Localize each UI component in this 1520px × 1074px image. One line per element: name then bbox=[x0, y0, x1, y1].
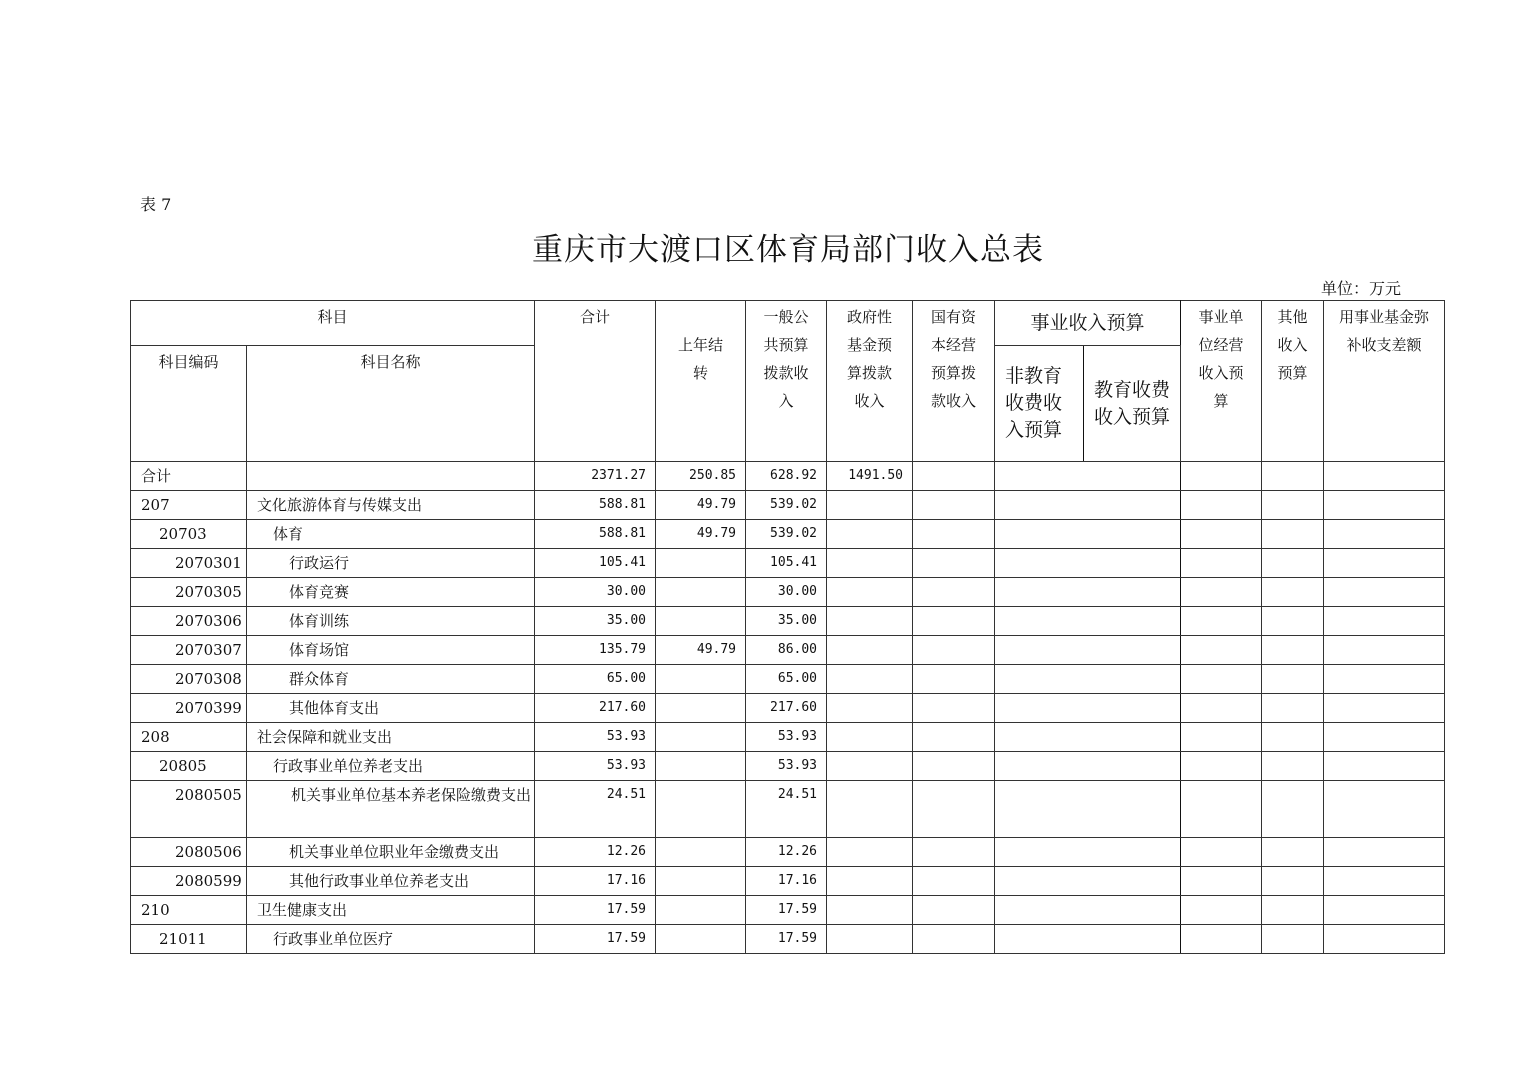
header-edu-fee: 教育收费收入预算 bbox=[1084, 346, 1181, 462]
table-number: 表 7 bbox=[140, 195, 172, 214]
row-code: 208 bbox=[131, 723, 247, 752]
row-unit-operating bbox=[1181, 636, 1262, 665]
row-name: 体育训练 bbox=[247, 607, 535, 636]
header-other-income: 其他收入预算 bbox=[1262, 301, 1324, 462]
row-total: 17.59 bbox=[535, 896, 656, 925]
row-unit-operating bbox=[1181, 578, 1262, 607]
row-business-income bbox=[995, 694, 1181, 723]
table-row bbox=[131, 520, 1445, 549]
page-title: 重庆市大渡口区体育局部门收入总表 bbox=[532, 232, 1044, 268]
row-name bbox=[247, 462, 535, 491]
row-carryover bbox=[656, 694, 746, 723]
row-total: 217.60 bbox=[535, 694, 656, 723]
row-gov-fund bbox=[827, 896, 913, 925]
row-general-budget: 539.02 bbox=[746, 520, 827, 549]
row-other-income bbox=[1262, 549, 1324, 578]
row-total: 2371.27 bbox=[535, 462, 656, 491]
row-fund-supplement bbox=[1324, 752, 1445, 781]
row-unit-operating bbox=[1181, 607, 1262, 636]
row-other-income bbox=[1262, 491, 1324, 520]
row-state-capital bbox=[913, 462, 995, 491]
row-general-budget: 35.00 bbox=[746, 607, 827, 636]
row-carryover bbox=[656, 549, 746, 578]
row-general-budget: 86.00 bbox=[746, 636, 827, 665]
row-name: 其他行政事业单位养老支出 bbox=[247, 867, 535, 896]
row-fund-supplement bbox=[1324, 520, 1445, 549]
row-business-income bbox=[995, 462, 1181, 491]
row-general-budget: 539.02 bbox=[746, 491, 827, 520]
table-body bbox=[131, 462, 1445, 954]
row-state-capital bbox=[913, 723, 995, 752]
table-row bbox=[131, 549, 1445, 578]
row-other-income bbox=[1262, 723, 1324, 752]
row-unit-operating bbox=[1181, 665, 1262, 694]
row-state-capital bbox=[913, 896, 995, 925]
row-unit-operating bbox=[1181, 781, 1262, 838]
row-other-income bbox=[1262, 781, 1324, 838]
row-business-income bbox=[995, 925, 1181, 954]
row-fund-supplement bbox=[1324, 838, 1445, 867]
row-code: 合计 bbox=[131, 462, 247, 491]
row-unit-operating bbox=[1181, 896, 1262, 925]
row-general-budget: 65.00 bbox=[746, 665, 827, 694]
row-unit-operating bbox=[1181, 491, 1262, 520]
row-business-income bbox=[995, 838, 1181, 867]
row-general-budget: 30.00 bbox=[746, 578, 827, 607]
row-general-budget: 53.93 bbox=[746, 752, 827, 781]
row-name: 行政事业单位医疗 bbox=[247, 925, 535, 954]
row-state-capital bbox=[913, 520, 995, 549]
row-fund-supplement bbox=[1324, 694, 1445, 723]
header-non-edu-fee: 非教育收费收入预算 bbox=[995, 346, 1084, 462]
row-fund-supplement bbox=[1324, 549, 1445, 578]
row-code: 210 bbox=[131, 896, 247, 925]
row-other-income bbox=[1262, 578, 1324, 607]
table-row bbox=[131, 838, 1445, 867]
row-code: 2070308 bbox=[131, 665, 247, 694]
row-unit-operating bbox=[1181, 520, 1262, 549]
row-state-capital bbox=[913, 491, 995, 520]
row-fund-supplement bbox=[1324, 607, 1445, 636]
row-other-income bbox=[1262, 462, 1324, 491]
row-gov-fund bbox=[827, 578, 913, 607]
row-code: 2070305 bbox=[131, 578, 247, 607]
row-gov-fund bbox=[827, 694, 913, 723]
row-state-capital bbox=[913, 781, 995, 838]
row-business-income bbox=[995, 723, 1181, 752]
row-gov-fund bbox=[827, 520, 913, 549]
row-state-capital bbox=[913, 925, 995, 954]
row-gov-fund: 1491.50 bbox=[827, 462, 913, 491]
header-carryover: 上年结转 bbox=[656, 301, 746, 462]
row-state-capital bbox=[913, 752, 995, 781]
row-gov-fund bbox=[827, 549, 913, 578]
row-business-income bbox=[995, 520, 1181, 549]
row-fund-supplement bbox=[1324, 723, 1445, 752]
header-state-capital: 国有资本经营预算拨款收入 bbox=[913, 301, 995, 462]
row-gov-fund bbox=[827, 867, 913, 896]
header-code: 科目编码 bbox=[131, 346, 247, 462]
table-row bbox=[131, 607, 1445, 636]
row-total: 588.81 bbox=[535, 491, 656, 520]
row-carryover bbox=[656, 896, 746, 925]
unit-label: 单位：万元 bbox=[1321, 279, 1402, 298]
table-row bbox=[131, 867, 1445, 896]
table-row bbox=[131, 636, 1445, 665]
row-fund-supplement bbox=[1324, 896, 1445, 925]
row-carryover bbox=[656, 867, 746, 896]
row-gov-fund bbox=[827, 491, 913, 520]
row-business-income bbox=[995, 867, 1181, 896]
row-general-budget: 17.59 bbox=[746, 925, 827, 954]
row-state-capital bbox=[913, 665, 995, 694]
row-code: 207 bbox=[131, 491, 247, 520]
row-name: 体育场馆 bbox=[247, 636, 535, 665]
row-general-budget: 24.51 bbox=[746, 781, 827, 838]
row-other-income bbox=[1262, 896, 1324, 925]
row-business-income bbox=[995, 636, 1181, 665]
row-total: 65.00 bbox=[535, 665, 656, 694]
table-row bbox=[131, 925, 1445, 954]
row-business-income bbox=[995, 578, 1181, 607]
row-total: 105.41 bbox=[535, 549, 656, 578]
row-carryover bbox=[656, 752, 746, 781]
row-state-capital bbox=[913, 549, 995, 578]
row-unit-operating bbox=[1181, 925, 1262, 954]
table-header bbox=[131, 301, 1445, 462]
row-unit-operating bbox=[1181, 752, 1262, 781]
row-carryover bbox=[656, 578, 746, 607]
row-general-budget: 53.93 bbox=[746, 723, 827, 752]
row-total: 12.26 bbox=[535, 838, 656, 867]
row-unit-operating bbox=[1181, 838, 1262, 867]
row-name: 卫生健康支出 bbox=[247, 896, 535, 925]
row-gov-fund bbox=[827, 838, 913, 867]
row-name: 行政运行 bbox=[247, 549, 535, 578]
table-row bbox=[131, 665, 1445, 694]
table-row bbox=[131, 694, 1445, 723]
table-row bbox=[131, 896, 1445, 925]
header-general-budget: 一般公共预算拨款收入 bbox=[746, 301, 827, 462]
row-unit-operating bbox=[1181, 694, 1262, 723]
row-other-income bbox=[1262, 520, 1324, 549]
row-unit-operating bbox=[1181, 867, 1262, 896]
table-row bbox=[131, 781, 1445, 838]
row-fund-supplement bbox=[1324, 781, 1445, 838]
row-fund-supplement bbox=[1324, 636, 1445, 665]
row-other-income bbox=[1262, 665, 1324, 694]
row-total: 30.00 bbox=[535, 578, 656, 607]
row-gov-fund bbox=[827, 636, 913, 665]
row-code: 2070306 bbox=[131, 607, 247, 636]
row-state-capital bbox=[913, 607, 995, 636]
row-name: 体育竞赛 bbox=[247, 578, 535, 607]
header-gov-fund: 政府性基金预算拨款收入 bbox=[827, 301, 913, 462]
row-business-income bbox=[995, 607, 1181, 636]
row-code: 20805 bbox=[131, 752, 247, 781]
row-unit-operating bbox=[1181, 549, 1262, 578]
header-unit-operating: 事业单位经营收入预算 bbox=[1181, 301, 1262, 462]
row-business-income bbox=[995, 491, 1181, 520]
row-business-income bbox=[995, 665, 1181, 694]
row-general-budget: 17.59 bbox=[746, 896, 827, 925]
row-other-income bbox=[1262, 925, 1324, 954]
header-fund-supplement: 用事业基金弥补收支差额 bbox=[1324, 301, 1445, 462]
row-business-income bbox=[995, 896, 1181, 925]
row-total: 17.16 bbox=[535, 867, 656, 896]
row-carryover: 49.79 bbox=[656, 636, 746, 665]
row-other-income bbox=[1262, 607, 1324, 636]
row-gov-fund bbox=[827, 665, 913, 694]
row-name: 体育 bbox=[247, 520, 535, 549]
row-code: 2070399 bbox=[131, 694, 247, 723]
row-state-capital bbox=[913, 838, 995, 867]
table-row bbox=[131, 723, 1445, 752]
table-row bbox=[131, 752, 1445, 781]
row-code: 2070307 bbox=[131, 636, 247, 665]
row-other-income bbox=[1262, 752, 1324, 781]
row-name: 文化旅游体育与传媒支出 bbox=[247, 491, 535, 520]
income-table bbox=[130, 300, 1445, 954]
row-fund-supplement bbox=[1324, 867, 1445, 896]
row-general-budget: 12.26 bbox=[746, 838, 827, 867]
row-code: 2080599 bbox=[131, 867, 247, 896]
row-name: 群众体育 bbox=[247, 665, 535, 694]
row-other-income bbox=[1262, 694, 1324, 723]
row-total: 53.93 bbox=[535, 752, 656, 781]
row-business-income bbox=[995, 781, 1181, 838]
row-gov-fund bbox=[827, 607, 913, 636]
row-name: 行政事业单位养老支出 bbox=[247, 752, 535, 781]
row-total: 53.93 bbox=[535, 723, 656, 752]
row-name: 机关事业单位基本养老保险缴费支出 bbox=[247, 781, 535, 838]
table-row bbox=[131, 462, 1445, 491]
row-carryover bbox=[656, 781, 746, 838]
row-name: 其他体育支出 bbox=[247, 694, 535, 723]
row-code: 21011 bbox=[131, 925, 247, 954]
row-name: 机关事业单位职业年金缴费支出 bbox=[247, 838, 535, 867]
header-total: 合计 bbox=[535, 301, 656, 462]
table-row bbox=[131, 491, 1445, 520]
row-other-income bbox=[1262, 838, 1324, 867]
row-total: 588.81 bbox=[535, 520, 656, 549]
row-fund-supplement bbox=[1324, 491, 1445, 520]
row-total: 17.59 bbox=[535, 925, 656, 954]
row-name: 社会保障和就业支出 bbox=[247, 723, 535, 752]
row-state-capital bbox=[913, 636, 995, 665]
row-fund-supplement bbox=[1324, 925, 1445, 954]
row-gov-fund bbox=[827, 723, 913, 752]
row-fund-supplement bbox=[1324, 578, 1445, 607]
row-gov-fund bbox=[827, 781, 913, 838]
row-gov-fund bbox=[827, 752, 913, 781]
row-carryover bbox=[656, 665, 746, 694]
row-fund-supplement bbox=[1324, 462, 1445, 491]
row-general-budget: 17.16 bbox=[746, 867, 827, 896]
header-business-income: 事业收入预算 bbox=[995, 301, 1181, 346]
row-carryover bbox=[656, 607, 746, 636]
row-state-capital bbox=[913, 694, 995, 723]
row-code: 2070301 bbox=[131, 549, 247, 578]
row-carryover bbox=[656, 838, 746, 867]
row-total: 24.51 bbox=[535, 781, 656, 838]
row-carryover: 49.79 bbox=[656, 520, 746, 549]
row-unit-operating bbox=[1181, 462, 1262, 491]
row-other-income bbox=[1262, 636, 1324, 665]
row-carryover: 49.79 bbox=[656, 491, 746, 520]
row-state-capital bbox=[913, 578, 995, 607]
row-code: 2080505 bbox=[131, 781, 247, 838]
row-unit-operating bbox=[1181, 723, 1262, 752]
row-other-income bbox=[1262, 867, 1324, 896]
row-general-budget: 217.60 bbox=[746, 694, 827, 723]
row-gov-fund bbox=[827, 925, 913, 954]
row-business-income bbox=[995, 549, 1181, 578]
row-carryover bbox=[656, 925, 746, 954]
row-general-budget: 105.41 bbox=[746, 549, 827, 578]
row-business-income bbox=[995, 752, 1181, 781]
header-subject: 科目 bbox=[131, 301, 535, 346]
table-row bbox=[131, 578, 1445, 607]
row-carryover: 250.85 bbox=[656, 462, 746, 491]
row-carryover bbox=[656, 723, 746, 752]
header-name: 科目名称 bbox=[247, 346, 535, 462]
row-state-capital bbox=[913, 867, 995, 896]
row-total: 135.79 bbox=[535, 636, 656, 665]
row-fund-supplement bbox=[1324, 665, 1445, 694]
row-total: 35.00 bbox=[535, 607, 656, 636]
row-code: 20703 bbox=[131, 520, 247, 549]
row-code: 2080506 bbox=[131, 838, 247, 867]
row-general-budget: 628.92 bbox=[746, 462, 827, 491]
